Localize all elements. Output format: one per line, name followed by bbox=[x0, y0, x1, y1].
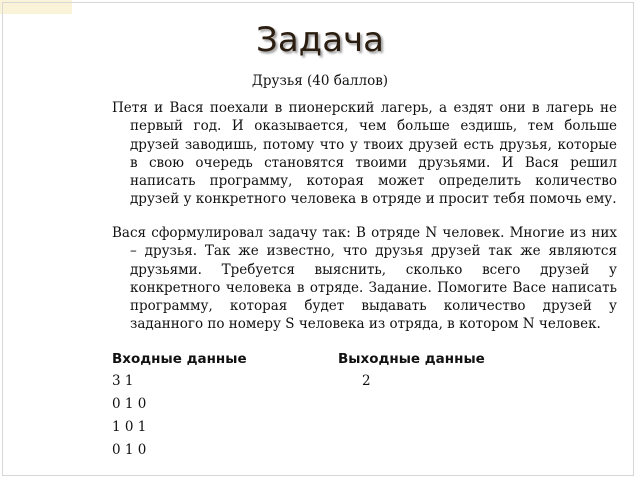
task-paragraph-2: Вася сформулировал задачу так: В отряде N человек. Многие из них – друзья. Так же известно, что друзья друзей так же являются друзьями. Требуется выяснить, сколько всего друзей у конкретного человека в отряде. Задание. Помогите Васе написать программу, которая будет выдавать количество друзей у заданного по номеру S человека из отряда, в котором N человек. bbox=[112, 225, 617, 333]
input-line: 3 1 bbox=[112, 373, 134, 389]
slide-title: Задача bbox=[256, 20, 384, 60]
output-data-label: Выходные данные bbox=[338, 351, 485, 367]
input-data-label: Входные данные bbox=[112, 351, 247, 367]
task-paragraph-1: Петя и Вася поехали в пионерский лагерь, а ездят они в лагерь не первый год. И оказывается, чем больше ездишь, тем больше друзей заводишь, потому что у твоих друзей есть друзья, которые в свою очередь становятся твоими друзьями. И Вася решил написать программу, которая может определить количество друзей у конкретного человека в отряде и просит тебя помочь ему. bbox=[112, 100, 617, 208]
input-line: 1 0 1 bbox=[112, 419, 147, 435]
input-line: 0 1 0 bbox=[112, 396, 147, 412]
input-line: 0 1 0 bbox=[112, 442, 147, 458]
output-value: 2 bbox=[362, 373, 371, 389]
task-subtitle: Друзья (40 баллов) bbox=[251, 73, 389, 89]
